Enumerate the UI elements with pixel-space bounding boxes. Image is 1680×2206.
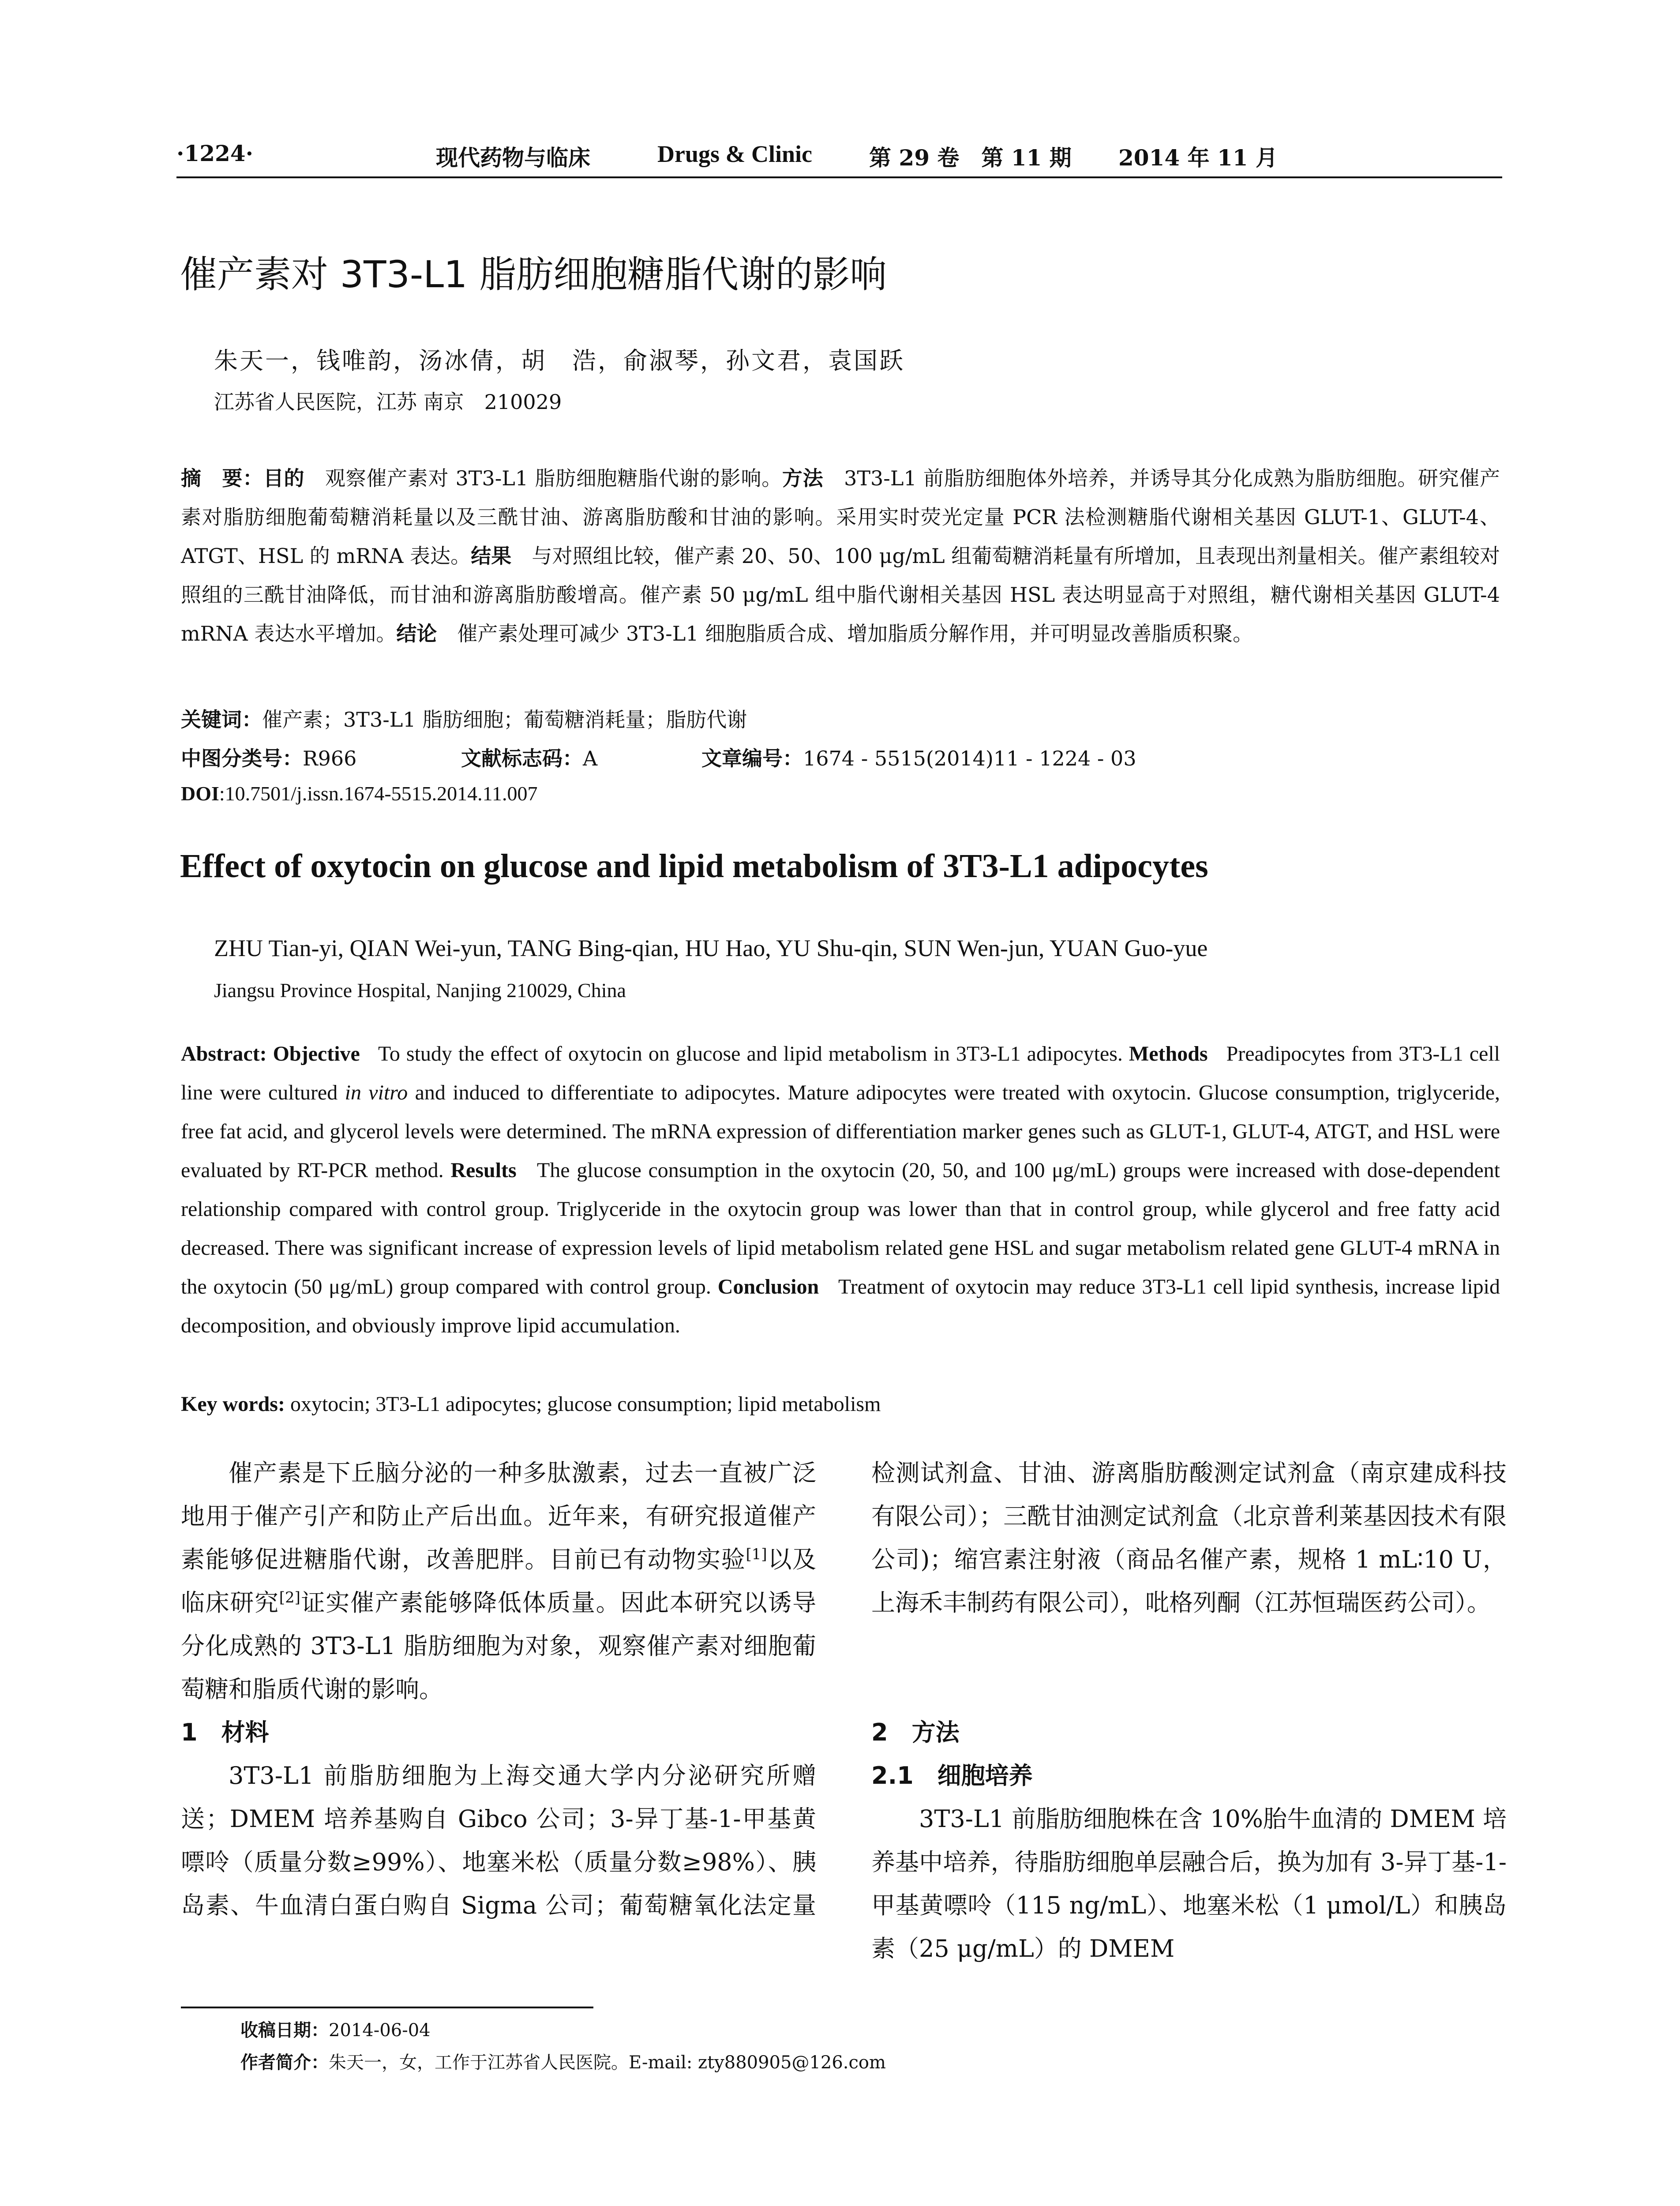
footnote-received xyxy=(240,2016,431,2041)
methods-en-a: Preadipocytes from 3T3-L1 cell line were cultured xyxy=(181,1042,1500,1104)
body-right-column xyxy=(871,1452,1507,1970)
results-cn: 与对照组比较，催产素 20、50、100 μg/mL 组葡萄糖消耗量有所增加，且表现出剂量相关。催产素组较对照组的三酰甘油降低，而甘油和游离脂肪酸增高。催产素 50 μg/mL 组中脂代谢相关基因 HSL 表达明显高于对照组，糖代谢相关基因 GLUT-4 mRNA 表达水平增加。 xyxy=(181,544,1500,645)
methods-label-cn: 方法 xyxy=(782,466,824,490)
author-bio-label: 作者简介： xyxy=(240,2052,329,2073)
author-bio: 朱天一，女，工作于江苏省人民医院。E-mail: zty880905@126.com xyxy=(329,2052,886,2073)
received-date: 2014-06-04 xyxy=(329,2020,431,2041)
methods-cn: 3T3-L1 前脂肪细胞体外培养，并诱导其分化成熟为脂肪细胞。研究催产素对脂肪细胞葡萄糖消耗量以及三酰甘油、游离脂肪酸和甘油的影响。采用实时荧光定量 PCR 法检测糖脂代谢相关基因 GLUT-1、GLUT-4、ATGT、HSL 的 mRNA 表达。 xyxy=(181,466,1500,568)
methods-label-en: Methods xyxy=(1129,1042,1208,1065)
materials-text-copy: 检测试剂盒、甘油、游离脂肪酸测定试剂盒（南京建成科技有限公司）；三酰甘油测定试剂盒（北京普利莱基因技术有限公司)；缩宫素注射液（商品名催产素，规格 1 mL∶10 U，上海禾丰制药有限公司），吡格列酮（江苏恒瑞医药公司）。 xyxy=(871,1459,1507,1617)
materials-text-continued xyxy=(871,1452,1507,1624)
abstract-en xyxy=(181,1035,1500,1345)
citation-1[interactable]: [1] xyxy=(746,1546,767,1563)
header-rule xyxy=(176,176,1502,178)
doc-code-value: A xyxy=(583,747,598,770)
doi-label: DOI xyxy=(181,782,219,805)
title-cn: 催产素对 3T3-L1 脂肪细胞糖脂代谢的影响 xyxy=(180,253,887,296)
affiliation-cn: 江苏省人民医院，江苏 南京 210029 xyxy=(214,390,562,414)
keywords-en-text: oxytocin; 3T3-L1 adipocytes; glucose consumption; lipid metabolism xyxy=(285,1392,881,1416)
doi-value: :10.7501/j.issn.1674-5515.2014.11.007 xyxy=(219,782,538,805)
footnote-author xyxy=(240,2048,886,2074)
section-heading-methods: 2 方法 xyxy=(871,1718,960,1746)
objective-label-cn: 目的 xyxy=(263,466,305,490)
subsection-heading-cell-culture: 2.1 细胞培养 xyxy=(871,1762,1033,1790)
doi-line xyxy=(181,782,537,805)
article-number xyxy=(701,743,1136,772)
section-heading-materials: 1 材料 xyxy=(181,1718,269,1746)
keywords-en xyxy=(181,1392,881,1416)
citation-2[interactable]: [2] xyxy=(279,1589,300,1606)
abstract-cn xyxy=(181,459,1500,653)
article-number-label: 文章编号： xyxy=(701,747,803,770)
materials-paragraph-continued xyxy=(871,1452,1507,1711)
results-en: The glucose consumption in the oxytocin (20, 50, and 100 μg/mL) groups were increased with dose-dependent relationship compared with control group. Triglyceride in the oxytocin group was lower than that in control group, while glycerol and free fatty acid decreased. There was significant increase of expression levels of lipid metabolism related gene HSL and sugar metabolism related gene GLUT-4 mRNA in the oxytocin (50 μg/mL) group compared with control group. xyxy=(181,1159,1500,1298)
received-label: 收稿日期： xyxy=(240,2020,329,2041)
running-header xyxy=(176,140,1500,171)
objective-cn: 观察催产素对 3T3-L1 脂肪细胞糖脂代谢的影响。 xyxy=(325,466,782,490)
keywords-en-label: Key words: xyxy=(181,1392,285,1416)
conclusion-label-en: Conclusion xyxy=(717,1275,819,1298)
abstract-en-label: Abstract: xyxy=(181,1042,273,1065)
journal-name-cn: 现代药物与临床 xyxy=(436,145,590,171)
clc-value: R966 xyxy=(303,747,357,770)
intro-text-b: 以及临床研究 xyxy=(181,1546,817,1617)
intro-text-c: 证实催产素能够降低体质量。因此本研究以诱导分化成熟的 3T3-L1 脂肪细胞为对象，观察催产素对细胞葡萄糖和脂质代谢的影响。 xyxy=(181,1589,817,1703)
authors-cn: 朱天一，钱唯韵，汤冰倩，胡 浩，俞淑琴，孙文君，袁国跃 xyxy=(214,347,905,375)
document-code xyxy=(461,743,597,772)
keywords-cn-text: 催产素；3T3-L1 脂肪细胞；葡萄糖消耗量；脂肪代谢 xyxy=(262,708,747,732)
abstract-cn-label: 摘 要： xyxy=(181,466,263,490)
objective-label-en: Objective xyxy=(273,1042,360,1065)
conclusion-cn: 催产素处理可减少 3T3-L1 细胞脂质合成、增加脂质分解作用，并可明显改善脂质积聚。 xyxy=(457,622,1253,645)
materials-paragraph xyxy=(181,1754,816,1927)
methods-en-italic: in vitro xyxy=(345,1081,408,1104)
keywords-cn xyxy=(181,704,747,733)
classification-line xyxy=(181,743,356,772)
methods-en-b: and induced to differentiate to adipocytes. Mature adipocytes were treated with oxytocin. Glucose consumption, triglyceride, free fat acid, and glycerol levels were determined. The mRNA expression of differentiation marker genes such as GLUT-1, GLUT-4, ATGT, and HSL were evaluated by RT-PCR method. xyxy=(181,1081,1500,1182)
objective-en: To study the effect of oxytocin on glucose and lipid metabolism in 3T3-L1 adipocytes. xyxy=(378,1042,1123,1065)
doc-code-label: 文献标志码： xyxy=(461,747,583,770)
conclusion-en: Treatment of oxytocin may reduce 3T3-L1 cell lipid synthesis, increase lipid decomposition, and obviously improve lipid accumulation. xyxy=(181,1275,1500,1337)
title-en: Effect of oxytocin on glucose and lipid metabolism of 3T3-L1 adipocytes xyxy=(180,848,1208,885)
materials-text: 3T3-L1 前脂肪细胞为上海交通大学内分泌研究所赠送；DMEM 培养基购自 Gibco 公司；3-异丁基-1-甲基黄嘌呤（质量分数≥99%）、地塞米松（质量分数≥98%）、胰岛素、牛血清白蛋白购自 Sigma 公司；葡萄糖氧化法定量 xyxy=(181,1762,816,1919)
results-label-en: Results xyxy=(450,1159,517,1182)
authors-en: ZHU Tian-yi, QIAN Wei-yun, TANG Bing-qian, HU Hao, YU Shu-qin, SUN Wen-jun, YUAN Guo-yue xyxy=(214,935,1208,961)
volume-issue: 第 29 卷 第 11 期 xyxy=(869,145,1072,171)
conclusion-label-cn: 结论 xyxy=(396,622,437,645)
article-number-value: 1674 - 5515(2014)11 - 1224 - 03 xyxy=(803,747,1136,770)
page-number: ·1224· xyxy=(176,140,253,166)
culture-text: 3T3-L1 前脂肪细胞株在含 10%胎牛血清的 DMEM 培养基中培养，待脂肪细胞单层融合后，换为加有 3-异丁基-1-甲基黄嘌呤（115 ng/mL）、地塞米松（1 μmol/L）和胰岛素（25 μg/mL）的 DMEM xyxy=(871,1805,1507,1962)
intro-paragraph xyxy=(181,1452,816,1711)
culture-paragraph xyxy=(871,1797,1507,1970)
issue-date: 2014 年 11 月 xyxy=(1118,145,1278,171)
journal-name-en: Drugs & Clinic xyxy=(657,141,812,167)
results-label-cn: 结果 xyxy=(471,544,512,568)
clc-label: 中图分类号： xyxy=(181,747,303,770)
footnote-rule xyxy=(181,2007,593,2008)
intro-text-a: 催产素是下丘脑分泌的一种多肽激素，过去一直被广泛地用于催产引产和防止产后出血。近年来，有研究报道催产素能够促进糖脂代谢，改善肥胖。目前已有动物实验 xyxy=(181,1459,816,1573)
keywords-cn-label: 关键词： xyxy=(181,708,262,732)
body-left-column xyxy=(181,1452,816,1927)
affiliation-en: Jiangsu Province Hospital, Nanjing 210029, China xyxy=(214,979,626,1002)
